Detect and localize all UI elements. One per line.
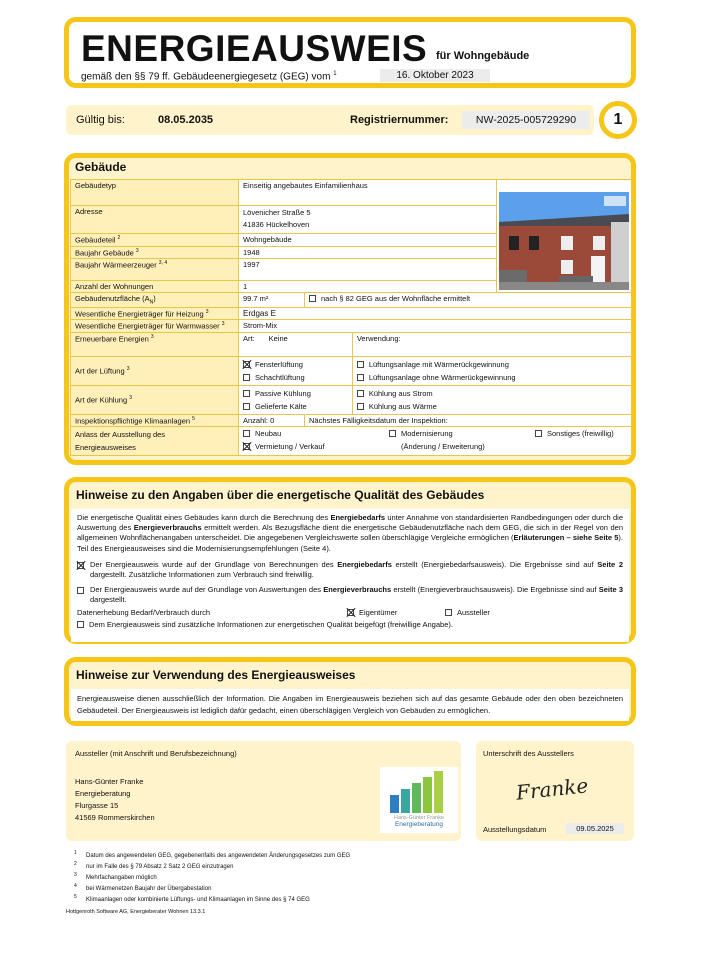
ac-inspection-date: Nächstes Fälligkeitsdatum der Inspektion: [305, 414, 632, 427]
option-owner[interactable]: Eigentümer [347, 608, 397, 618]
registration-number: NW-2025-005729290 [462, 111, 590, 129]
issuer-label: Aussteller (mit Anschrift und Berufsbezeichnung) [75, 749, 237, 758]
building-photo [499, 192, 629, 290]
checkbox[interactable] [309, 295, 316, 302]
footnote-1: $^1$ Datum des angewendeten GEG, gegebenenfalls des angewendeten Änderungsgesetzes zum GEG [74, 850, 351, 859]
issuer-address [75, 776, 155, 824]
document-subtitle: für Wohngebäude [436, 50, 530, 62]
issuer-box [66, 741, 461, 841]
option-issuer[interactable]: Aussteller [445, 608, 490, 618]
field-label: Art der Lüftung $^3$ [71, 356, 239, 385]
address-street: Lövenicher Straße 5 [243, 208, 311, 217]
area-option[interactable]: nach § 82 GEG aus der Wohnfläche ermittelt [305, 293, 632, 308]
usable-area: 99.7 m² [239, 293, 305, 308]
renewable-type: Art: Keine [239, 332, 353, 356]
issuer-profession: Energieberatung [75, 789, 131, 798]
option-demand-certificate[interactable]: Der Energieausweis wurde auf der Grundlage von Berechnungen des Energiebedarfs erstellt (Energiebedarfsausweis). Die Ergebnisse sind auf Seite 2 dargestellt. Zusätzliche Informationen zum Verbrauch sind freiwillig. [77, 560, 623, 580]
field-label: Wesentliche Energieträger für Warmwasser $^3$ [71, 320, 239, 333]
photo-cell [497, 180, 632, 293]
issue-date: 09.05.2025 [566, 823, 624, 834]
footnote-3: $^3$ Mehrfachangaben möglich [74, 872, 157, 881]
option-modernisation[interactable]: Modernisierung [389, 429, 453, 438]
hot-water-carrier: Strom-Mix [239, 320, 632, 333]
option-heat-recovery[interactable]: Lüftungsanlage mit Wärmerückgewinnung [357, 358, 627, 371]
usage-text: Energieausweise dienen ausschließlich der Information. Die Angaben im Energieausweis beziehen sich auf das gesamte Gebäude oder den oben bezeichneten Gebäudeteil. Der Energieausweis ist lediglich dafür gedacht, einen überschlägigen Vergleich von Gebäuden zu ermöglichen. [71, 689, 629, 721]
field-label: Gebäudetyp [71, 180, 239, 206]
option-additional-info[interactable]: Dem Energieausweis sind zusätzliche Informationen zur energetischen Qualität beigefügt (freiwillige Angabe). [77, 620, 623, 630]
checkbox[interactable] [243, 390, 250, 397]
checkbox[interactable] [77, 621, 84, 628]
data-collection-row [77, 607, 623, 619]
field-label: Art der Kühlung $^3$ [71, 385, 239, 414]
registration-label: Registriernummer: [350, 114, 449, 126]
geg-date: 16. Oktober 2023 [380, 69, 490, 82]
checkbox[interactable] [357, 390, 364, 397]
issuance-reason [239, 427, 632, 456]
checkbox[interactable] [445, 609, 452, 616]
checkbox[interactable] [77, 587, 84, 594]
option-consumption-certificate[interactable]: Der Energieausweis wurde auf der Grundlage von Auswertungen des Energieverbrauchs erstellt (Energieverbrauchsausweis). Die Ergebnisse sind auf Seite 3 dargestellt. [77, 585, 623, 605]
header-box [64, 17, 636, 88]
signature-box [476, 741, 634, 841]
building-type: Einseitig angebautes Einfamilienhaus [239, 180, 497, 206]
building-table [70, 179, 632, 456]
checkbox[interactable] [357, 361, 364, 368]
ventilation-options-left [239, 356, 353, 385]
field-label: Inspektionspflichtige Klimaanlagen $^5$ [71, 414, 239, 427]
issuer-logo [380, 767, 458, 833]
field-label: Gebäudenutzfläche $(A_N)$ [71, 293, 239, 308]
field-label: Wesentliche Energieträger für Heizung $^3$ [71, 307, 239, 320]
issue-date-label: Ausstellungsdatum [483, 825, 547, 834]
field-label: Baujahr Gebäude $^3$ [71, 246, 239, 259]
modernisation-note: (Änderung / Erweiterung) [401, 442, 485, 451]
field-label: Erneuerbare Energien $^3$ [71, 332, 239, 356]
cooling-options-right [352, 385, 631, 414]
building-section-title: Gebäude [75, 160, 127, 174]
signature: Franke [514, 773, 590, 805]
issuer-city: 41569 Rommerskirchen [75, 813, 155, 822]
checkbox-checked[interactable] [347, 609, 354, 616]
option-passive-cooling[interactable]: Passive Kühlung [243, 387, 348, 400]
address-city: 41836 Hückelhoven [243, 220, 310, 229]
units-count: 1 [239, 281, 497, 293]
field-label: Anlass der Ausstellung des Energieausweises [71, 427, 239, 456]
software-credit: Hottgenroth Software AG, Energieberater Wohnen 13.3.1 [66, 909, 206, 915]
logo-name: Hans-Günter Franke [393, 815, 445, 821]
usage-title: Hinweise zur Verwendung des Energieausweises [76, 668, 356, 682]
issuer-street: Flurgasse 15 [75, 801, 119, 810]
option-delivered-cold[interactable]: Gelieferte Kälte [243, 400, 348, 413]
ventilation-options-right [352, 356, 631, 385]
heater-year: 1997 [239, 259, 497, 281]
checkbox[interactable] [243, 374, 250, 381]
logo-bars-icon [380, 767, 458, 813]
validity-date: 08.05.2035 [158, 114, 214, 126]
usage-section [64, 657, 636, 726]
validity-label: Gültig bis: [76, 114, 125, 126]
heating-carrier: Erdgas E [239, 307, 632, 320]
renewable-usage: Verwendung: [352, 332, 631, 356]
field-label: Anzahl der Wohnungen [71, 281, 239, 293]
option-shaft-ventilation[interactable]: Schachtlüftung [243, 371, 348, 384]
cooling-options-left [239, 385, 353, 414]
document-title: ENERGIEAUSWEIS [81, 28, 428, 69]
hints-title: Hinweise zu den Angaben über die energetische Qualität des Gebäudes [76, 488, 485, 502]
validity-bar [66, 105, 594, 135]
footnotes [74, 849, 350, 904]
checkbox[interactable] [357, 403, 364, 410]
checkbox-checked[interactable] [243, 443, 250, 450]
hints-paragraph: Die energetische Qualität eines Gebäudes kann durch die Berechnung des Energiebedarfs unter Annahme von standardisierten Randbedingungen oder durch die Auswertung des Energieverbrauchs ermittelt werden. Als Bezugsfläche dient die energetische Gebäudenutzfläche nach dem GEG, die sich in der Regel von den allgemeinen Wohnflächenangaben unterscheidet. Die angegebenen Vergleichswerte sollen überschlägige Vergleiche ermöglichen (Erläuterungen – siehe Seite 5). Teil des Energieausweises sind die Modernisierungsempfehlungen (Seite 4). [77, 513, 623, 553]
option-rent-sale[interactable]: Vermietung / Verkauf [243, 442, 325, 451]
field-label: Adresse [71, 206, 239, 234]
data-collection-label: Datenerhebung Bedarf/Verbrauch durch [77, 607, 211, 617]
option-new-build[interactable]: Neubau [243, 429, 281, 438]
field-label: Baujahr Wärmeerzeuger $^{3, 4}$ [71, 259, 239, 281]
checkbox[interactable] [357, 374, 364, 381]
year-built: 1948 [239, 246, 497, 259]
page-number-value: 1 [613, 111, 623, 128]
field-label: Gebäudeteil $^2$ [71, 234, 239, 247]
checkbox[interactable] [243, 403, 250, 410]
hints-body [71, 509, 629, 642]
option-heat-cooling[interactable]: Kühlung aus Wärme [357, 400, 627, 413]
logo-profession: Energieberatung [394, 821, 444, 828]
footnote-4: $^4$ bei Wärmenetzen Baujahr der Übergabestation [74, 883, 212, 892]
address [239, 206, 497, 234]
footnote-2: $^2$ nur im Falle des § 79 Absatz 2 Satz 2 GEG einzutragen [74, 861, 234, 870]
checkbox[interactable] [389, 430, 396, 437]
legal-basis: gemäß den §§ 79 ff. Gebäudeenergiegesetz (GEG) vom $^1$ [81, 71, 337, 83]
option-electric-cooling[interactable]: Kühlung aus Strom [357, 387, 627, 400]
checkbox[interactable] [535, 430, 542, 437]
footnote-5: $^5$ Klimaanlagen oder kombinierte Lüftungs- und Klimaanlagen im Sinne des § 74 GEG [74, 894, 310, 903]
page-number [599, 101, 637, 139]
ac-count: Anzahl: 0 [239, 414, 305, 427]
option-window-ventilation[interactable]: Fensterlüftung [243, 358, 348, 371]
checkbox-checked[interactable] [77, 562, 84, 569]
checkbox-checked[interactable] [243, 361, 250, 368]
option-other[interactable]: Sonstiges (freiwillig) [535, 429, 614, 438]
hints-section [64, 477, 636, 644]
building-part: Wohngebäude [239, 234, 497, 247]
signature-label: Unterschrift des Ausstellers [483, 749, 574, 758]
issuer-name: Hans-Günter Franke [75, 777, 144, 786]
option-no-heat-recovery[interactable]: Lüftungsanlage ohne Wärmerückgewinnung [357, 371, 627, 384]
checkbox[interactable] [243, 430, 250, 437]
